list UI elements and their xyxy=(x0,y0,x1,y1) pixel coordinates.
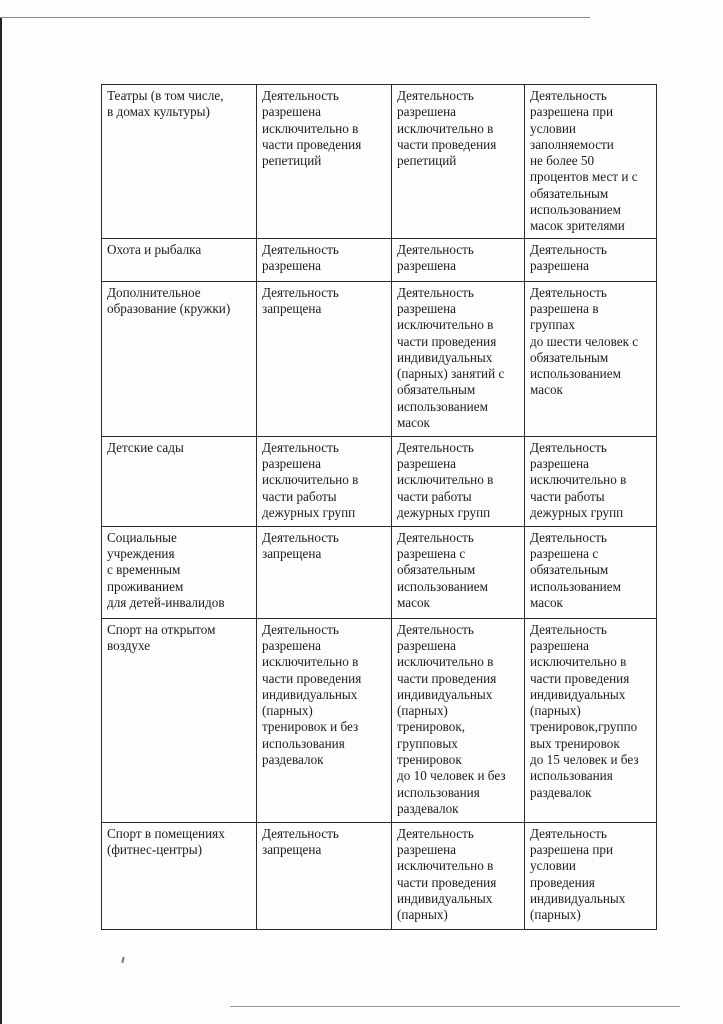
cell-text: Спорт в помещениях (фитнес-центры) xyxy=(107,825,225,857)
table-row xyxy=(102,238,657,281)
category-cell xyxy=(102,85,257,239)
cell-text: Деятельность разрешена исключительно в части проведения индивидуальных (парных) xyxy=(397,825,497,923)
cell-text: Охота и рыбалка xyxy=(107,241,202,257)
restrictions-table xyxy=(101,84,657,930)
category-cell xyxy=(102,618,257,822)
table-row xyxy=(102,526,657,618)
cell-text: Деятельность разрешена исключительно в части проведения индивидуальных (парных) тренировок и без использования раздевалок xyxy=(262,621,362,768)
cell-text: Деятельность разрешена с обязательным использованием масок xyxy=(530,529,621,610)
status-cell xyxy=(257,526,392,618)
cell-text: Деятельность запрещена xyxy=(262,529,339,561)
cell-text: Деятельность запрещена xyxy=(262,825,339,857)
cell-text: Деятельность разрешена исключительно в части проведения индивидуальных (парных) тренировок, групповых тренировок до 10 человек и без использования раздевалок xyxy=(397,621,506,816)
status-cell xyxy=(525,436,657,526)
status-cell xyxy=(257,238,392,281)
status-cell xyxy=(257,436,392,526)
category-cell xyxy=(102,822,257,929)
cell-text: Деятельность запрещена xyxy=(262,284,339,316)
top-scan-line xyxy=(0,17,590,18)
status-cell xyxy=(392,822,525,929)
table-row xyxy=(102,436,657,526)
status-cell xyxy=(525,822,657,929)
status-cell xyxy=(392,85,525,239)
cell-text: Детские сады xyxy=(107,439,184,455)
table-row xyxy=(102,281,657,436)
table-row xyxy=(102,618,657,822)
table-row xyxy=(102,85,657,239)
category-cell xyxy=(102,436,257,526)
status-cell xyxy=(392,238,525,281)
bottom-scan-line xyxy=(230,1006,680,1007)
scan-speck xyxy=(121,957,124,963)
cell-text: Деятельность разрешена xyxy=(262,241,339,273)
category-cell xyxy=(102,238,257,281)
status-cell xyxy=(525,281,657,436)
status-cell xyxy=(525,618,657,822)
status-cell xyxy=(525,526,657,618)
cell-text: Театры (в том числе, в домах культуры) xyxy=(107,88,224,120)
cell-text: Социальные учреждения с временным проживанием для детей-инвалидов xyxy=(107,529,225,610)
status-cell xyxy=(257,85,392,239)
cell-text: Деятельность разрешена xyxy=(397,241,474,273)
table-row xyxy=(102,822,657,929)
status-cell xyxy=(257,618,392,822)
status-cell xyxy=(257,281,392,436)
cell-text: Деятельность разрешена исключительно в части проведения индивидуальных (парных) тренировок,группо вых тренировок до 15 человек и без использования раздевалок xyxy=(530,621,639,800)
category-cell xyxy=(102,526,257,618)
cell-text: Деятельность разрешена исключительно в части проведения репетиций xyxy=(397,88,497,169)
cell-text: Деятельность разрешена исключительно в части проведения репетиций xyxy=(262,88,362,169)
cell-text: Деятельность разрешена исключительно в части проведения индивидуальных (парных) занятий с обязательным использованием масок xyxy=(397,284,505,431)
cell-text: Дополнительное образование (кружки) xyxy=(107,284,231,316)
cell-text: Деятельность разрешена исключительно в части работы дежурных групп xyxy=(397,439,494,520)
cell-text: Деятельность разрешена исключительно в части работы дежурных групп xyxy=(530,439,627,520)
cell-text: Деятельность разрешена при условии проведения индивидуальных (парных) xyxy=(530,825,626,923)
cell-text: Деятельность разрешена xyxy=(530,241,607,273)
status-cell xyxy=(392,436,525,526)
status-cell xyxy=(392,281,525,436)
category-cell xyxy=(102,281,257,436)
status-cell xyxy=(257,822,392,929)
cell-text: Деятельность разрешена исключительно в части работы дежурных групп xyxy=(262,439,359,520)
cell-text: Деятельность разрешена при условии заполняемости не более 50 процентов мест и с обязательным использованием масок зрителями xyxy=(530,88,638,234)
status-cell xyxy=(525,238,657,281)
cell-text: Деятельность разрешена с обязательным использованием масок xyxy=(397,529,488,610)
left-scan-edge xyxy=(0,18,2,1024)
cell-text: Деятельность разрешена в группах до шести человек с обязательным использованием масок xyxy=(530,284,639,398)
status-cell xyxy=(392,526,525,618)
cell-text: Спорт на открытом воздухе xyxy=(107,621,216,653)
status-cell xyxy=(392,618,525,822)
status-cell xyxy=(525,85,657,239)
